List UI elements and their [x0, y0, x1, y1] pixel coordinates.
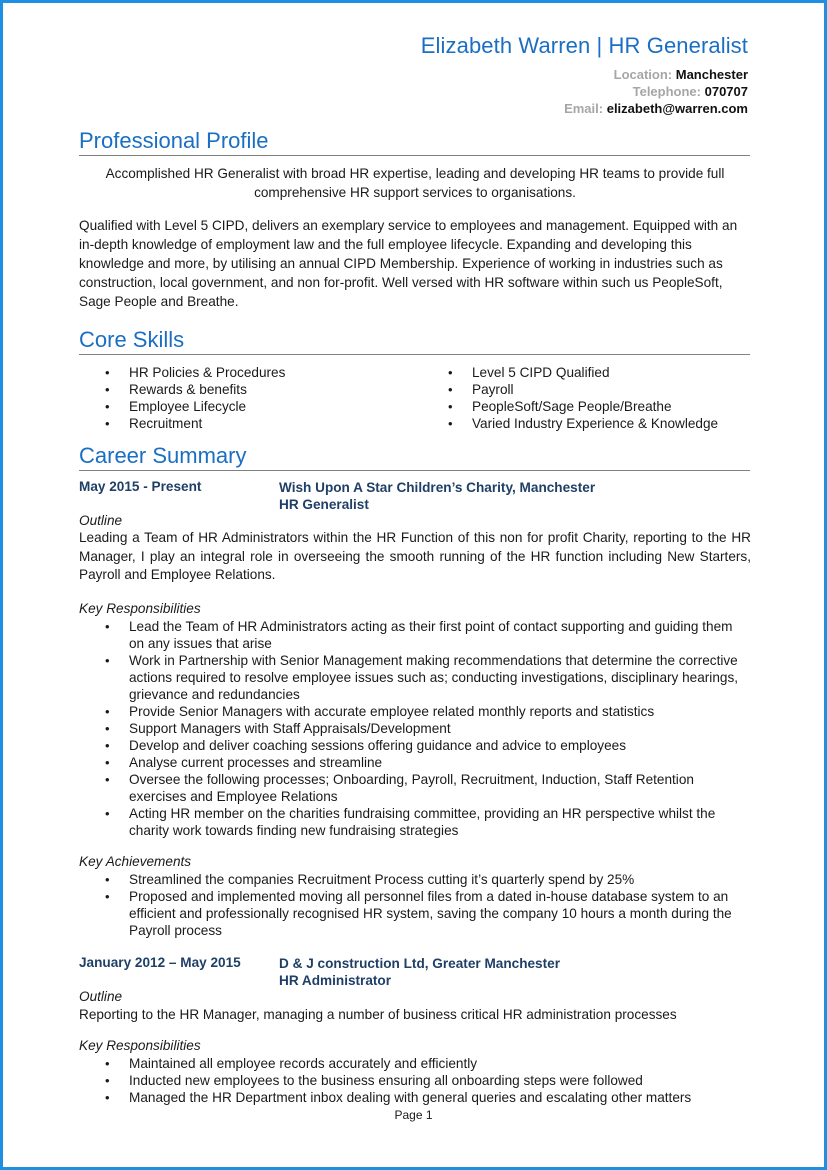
- responsibility-item: • Analyse current processes and streamline: [79, 754, 749, 771]
- skill-item: • Varied Industry Experience & Knowledge: [422, 415, 752, 432]
- responsibility-item: • Inducted new employees to the business ensuring all onboarding steps were followed: [79, 1072, 749, 1089]
- telephone-value: 070707: [704, 84, 748, 99]
- skills-heading: Core Skills: [79, 327, 750, 355]
- job-outline: Reporting to the HR Manager, managing a number of business critical HR administration processes: [79, 1007, 677, 1022]
- responsibilities-label: Key Responsibilities: [79, 601, 201, 616]
- skill-item: • PeopleSoft/Sage People/Breathe: [422, 398, 752, 415]
- job-dates: January 2012 – May 2015: [79, 955, 241, 970]
- email-value: elizabeth@warren.com: [606, 101, 748, 116]
- responsibilities-list: [79, 618, 749, 839]
- responsibility-item: • Acting HR member on the charities fundraising committee, providing an HR perspective whilst the charity work towards finding new fundraising strategies: [79, 805, 749, 839]
- achievement-item: • Streamlined the companies Recruitment Process cutting it’s quarterly spend by 25%: [79, 871, 749, 888]
- location-label: Location:: [613, 67, 673, 82]
- job-company-block: [279, 479, 595, 513]
- career-heading: Career Summary: [79, 443, 750, 471]
- job-company: Wish Upon A Star Children’s Charity, Manchester: [279, 480, 596, 495]
- skill-item: • Rewards & benefits: [79, 381, 419, 398]
- skill-item: • Level 5 CIPD Qualified: [422, 364, 752, 381]
- responsibility-item: • Provide Senior Managers with accurate employee related monthly reports and statistics: [79, 703, 749, 720]
- responsibility-item: • Managed the HR Department inbox dealing with general queries and escalating other matters: [79, 1089, 749, 1106]
- location-line: [564, 66, 748, 83]
- job-title: HR Generalist: [279, 497, 369, 512]
- responsibility-item: • Support Managers with Staff Appraisals/Development: [79, 720, 749, 737]
- responsibility-item: • Lead the Team of HR Administrators acting as their first point of contact supporting and guiding them on any issues that arise: [79, 618, 749, 652]
- job-company-block: [279, 955, 560, 989]
- contact-block: [564, 66, 748, 117]
- telephone-line: [564, 83, 748, 100]
- responsibilities-list: [79, 1055, 749, 1106]
- achievements-label: Key Achievements: [79, 854, 192, 869]
- page-number: Page 1: [394, 1108, 433, 1122]
- skill-item: • Employee Lifecycle: [79, 398, 419, 415]
- skill-item: • Payroll: [422, 381, 752, 398]
- telephone-label: Telephone:: [632, 84, 701, 99]
- achievement-item: • Proposed and implemented moving all personnel files from a dated in-house database system to an efficient and professionally recognised HR system, saving the company 10 hours a month during the Payroll process: [79, 888, 749, 939]
- profile-summary: Accomplished HR Generalist with broad HR expertise, leading and developing HR teams to provide full comprehensive HR support services to organisations.: [105, 166, 725, 200]
- profile-body: Qualified with Level 5 CIPD, delivers an exemplary service to employees and management. Equipped with an in-depth knowledge of employment law and the full employee lifecycle. Expanding and developing this knowledge and more, by utilising an annual CIPD Membership. Experience of working in industries such as construction, local government, and non for-profit. Well versed with HR software within such us PeopleSoft, Sage People and Breathe.: [79, 218, 738, 309]
- outline-label: Outline: [79, 989, 123, 1004]
- email-line: [564, 100, 748, 117]
- location-value: Manchester: [675, 67, 748, 82]
- email-label: Email:: [564, 101, 604, 116]
- responsibility-item: • Oversee the following processes; Onboarding, Payroll, Recruitment, Induction, Staff Retention exercises and Employee Relations: [79, 771, 749, 805]
- job-outline: Leading a Team of HR Administrators within the HR Function of this non for profit Charity, reporting to the HR Manager, I play an integral role in overseeing the smooth running of the HR function including New Starters, Payroll and Employee Relations.: [79, 530, 751, 582]
- responsibility-item: • Develop and deliver coaching sessions offering guidance and advice to employees: [79, 737, 749, 754]
- responsibilities-label: Key Responsibilities: [79, 1038, 201, 1053]
- outline-label: Outline: [79, 513, 123, 528]
- skill-item: • HR Policies & Procedures: [79, 364, 419, 381]
- skills-list-left: [79, 364, 419, 432]
- responsibility-item: • Maintained all employee records accurately and efficiently: [79, 1055, 749, 1072]
- job-dates: May 2015 - Present: [79, 479, 202, 494]
- profile-heading: Professional Profile: [79, 128, 750, 156]
- job-title: HR Administrator: [279, 973, 392, 988]
- responsibility-item: • Work in Partnership with Senior Management making recommendations that determine the corrective actions required to resolve employee issues such as; conducting investigations, disciplinary hearings, grievance and redundancies: [79, 652, 749, 703]
- job-company: D & J construction Ltd, Greater Manchester: [279, 956, 560, 971]
- skills-list-right: [422, 364, 752, 432]
- resume-name-title: Elizabeth Warren | HR Generalist: [420, 33, 748, 58]
- achievements-list: [79, 871, 749, 939]
- skill-item: • Recruitment: [79, 415, 419, 432]
